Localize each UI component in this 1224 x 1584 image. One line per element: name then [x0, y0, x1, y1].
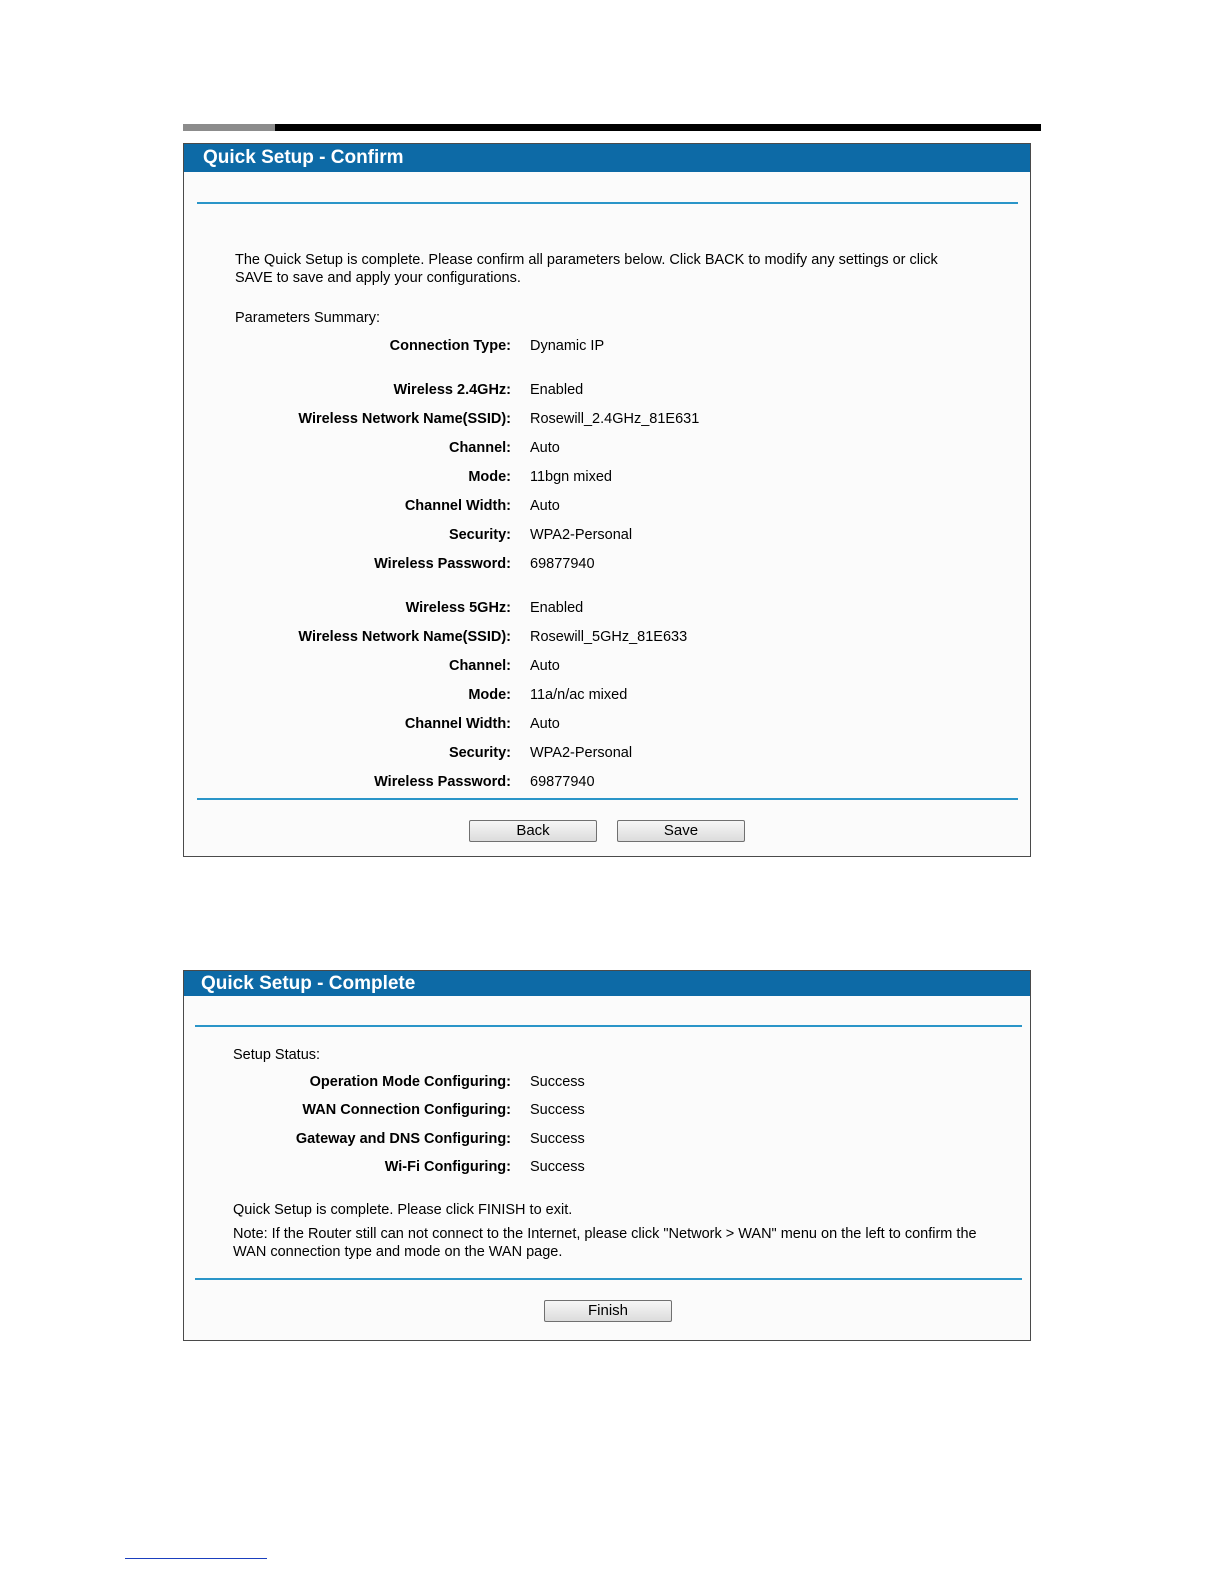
param-row — [184, 380, 1030, 400]
param-label: Wireless Password: — [374, 774, 511, 790]
complete-body — [184, 996, 1030, 1340]
setup-status-label: Setup Status: — [233, 1047, 321, 1063]
param-label: Mode: — [468, 469, 511, 485]
header-rule-grey — [183, 124, 275, 131]
status-value: Success — [530, 1159, 585, 1175]
param-label: Mode: — [468, 687, 511, 703]
param-row — [184, 496, 1030, 516]
param-label: Security: — [448, 745, 511, 761]
complete-title: Quick Setup - Complete — [184, 971, 1030, 996]
param-row — [184, 409, 1030, 429]
param-row — [184, 627, 1030, 647]
param-row — [184, 336, 1030, 356]
param-label: Wireless Network Name(SSID): — [298, 629, 511, 645]
param-value: 11a/n/ac mixed — [530, 687, 628, 703]
quick-setup-complete-panel — [183, 970, 1031, 1341]
param-label: Wireless Password: — [374, 556, 511, 572]
save-button[interactable]: Save — [617, 820, 745, 842]
param-label: Security: — [448, 527, 511, 543]
header-rule-black — [275, 124, 1041, 131]
confirm-bottom-separator — [197, 798, 1018, 800]
param-value: Rosewill_5GHz_81E633 — [530, 629, 688, 645]
confirm-intro-text: The Quick Setup is complete. Please confirm all parameters below. Click BACK to modify any settings or click SAVE to save and apply your configurations. — [235, 252, 938, 286]
status-row — [184, 1129, 1030, 1149]
param-value: Enabled — [530, 600, 584, 616]
complete-note-text: Note: If the Router still can not connect to the Internet, please click "Network > WAN" menu on the left to confirm the WAN connection type and mode on the WAN page. — [233, 1226, 977, 1260]
complete-top-separator — [195, 1025, 1022, 1027]
status-row — [184, 1072, 1030, 1092]
param-row — [184, 525, 1030, 545]
param-row — [184, 438, 1030, 458]
param-row — [184, 772, 1030, 792]
parameters-summary-label: Parameters Summary: — [235, 310, 381, 326]
quick-setup-confirm-panel — [183, 143, 1031, 857]
param-value: Enabled — [530, 382, 584, 398]
param-label: Wireless Network Name(SSID): — [298, 411, 511, 427]
param-value: Auto — [530, 716, 560, 732]
param-label: Channel: — [448, 658, 511, 674]
param-value: Auto — [530, 440, 560, 456]
param-value: 69877940 — [530, 774, 595, 790]
status-value: Success — [530, 1131, 585, 1147]
param-row — [184, 685, 1030, 705]
param-label: Connection Type: — [389, 338, 511, 354]
param-row — [184, 656, 1030, 676]
back-button[interactable]: Back — [469, 820, 597, 842]
param-row — [184, 743, 1030, 763]
confirm-body — [184, 172, 1030, 856]
status-value: Success — [530, 1102, 585, 1118]
param-row — [184, 598, 1030, 618]
param-value: Dynamic IP — [530, 338, 605, 354]
param-label: Channel: — [448, 440, 511, 456]
status-row — [184, 1100, 1030, 1120]
param-value: WPA2-Personal — [530, 527, 633, 543]
confirm-top-separator — [197, 202, 1018, 204]
param-value: 69877940 — [530, 556, 595, 572]
footer-link-underline — [125, 1558, 267, 1559]
finish-button[interactable]: Finish — [544, 1300, 672, 1322]
status-row — [184, 1157, 1030, 1177]
status-label: Operation Mode Configuring: — [309, 1074, 511, 1090]
param-value: WPA2-Personal — [530, 745, 633, 761]
complete-done-text: Quick Setup is complete. Please click FINISH to exit. — [233, 1202, 573, 1218]
param-row — [184, 467, 1030, 487]
confirm-title: Quick Setup - Confirm — [184, 144, 1030, 172]
status-value: Success — [530, 1074, 585, 1090]
param-row — [184, 554, 1030, 574]
param-row — [184, 714, 1030, 734]
complete-bottom-separator — [195, 1278, 1022, 1280]
status-label: WAN Connection Configuring: — [302, 1102, 511, 1118]
param-label: Channel Width: — [404, 498, 511, 514]
status-label: Gateway and DNS Configuring: — [295, 1131, 511, 1147]
param-label: Wireless 5GHz: — [405, 600, 511, 616]
param-value: Rosewill_2.4GHz_81E631 — [530, 411, 700, 427]
status-label: Wi-Fi Configuring: — [384, 1159, 511, 1175]
param-label: Wireless 2.4GHz: — [393, 382, 511, 398]
param-value: Auto — [530, 658, 560, 674]
param-value: Auto — [530, 498, 560, 514]
param-value: 11bgn mixed — [530, 469, 612, 485]
param-label: Channel Width: — [404, 716, 511, 732]
